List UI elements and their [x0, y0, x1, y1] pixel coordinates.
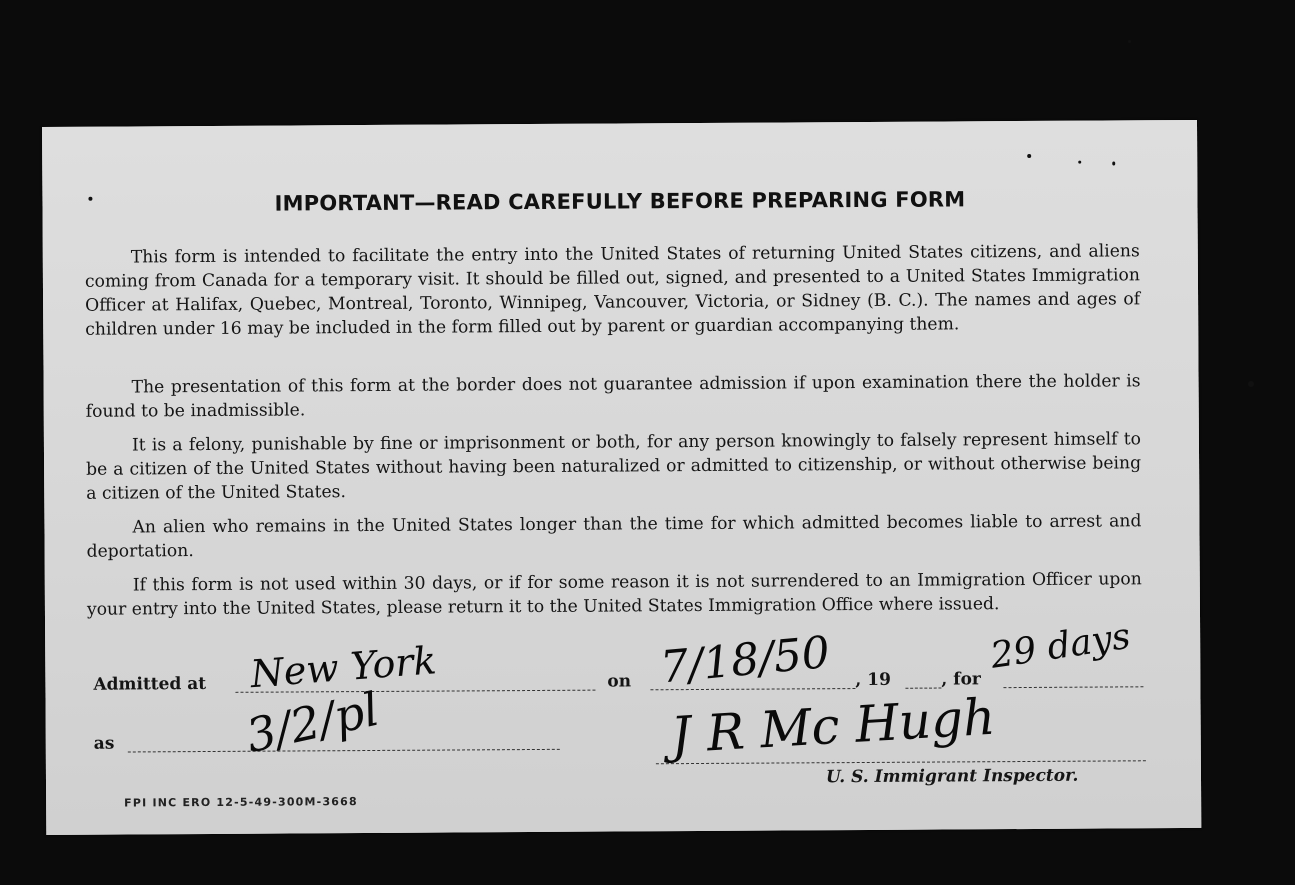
year-line: [905, 688, 941, 689]
paragraph-admission: The presentation of this form at the border does not guarantee admission if upon examination there the holder is found to be inadmissible.: [85, 371, 1141, 422]
dust-speck: [1027, 154, 1031, 158]
on-label: on: [607, 671, 632, 692]
for-label: , for: [941, 669, 981, 690]
form-heading: IMPORTANT—READ CAREFULLY BEFORE PREPARING FORM: [274, 187, 966, 216]
inspector-signature: J R Mc Hugh: [669, 687, 997, 765]
dust-speck: [1112, 161, 1115, 165]
inspector-title: U. S. Immigrant Inspector.: [825, 765, 1079, 788]
date-handwriting: 7/18/50: [658, 626, 832, 694]
duration-line: [1003, 686, 1143, 688]
dust-speck: [1128, 40, 1131, 43]
year-label: , 19: [855, 669, 891, 691]
immigration-form-card: [42, 120, 1201, 835]
as-handwriting: 3/2/pl: [241, 681, 384, 764]
as-label: as: [93, 733, 115, 754]
dust-speck: [1248, 381, 1254, 387]
paragraph-purpose: This form is intended to facilitate the entry into the United States of returning United States citizens, and aliens coming from Canada for a temporary visit. It should be filled out, signed, and presented to a United States Immigration Officer at Halifax, Quebec, Montreal, Toronto, Winnipeg, Vancouver, Victoria, or Sidney (B. C.). The names and ages of children under 16 may be included in the form filled out by parent or guardian accompanying them.: [84, 241, 1141, 340]
admitted-at-label: Admitted at: [93, 674, 207, 695]
admitted-at-handwriting: New York: [248, 638, 438, 697]
as-line: [128, 749, 560, 753]
paragraph-return: If this form is not used within 30 days, or if for some reason it is not surrendered to an Immigration Officer upon your entry into the United States, please return it to the United States Immigration Office where issued.: [86, 569, 1142, 620]
paragraph-deportation: An alien who remains in the United States longer than the time for which admitted becomes liable to arrest and deportation.: [86, 511, 1142, 562]
paragraph-felony: It is a felony, punishable by fine or imprisonment or both, for any person knowingly to falsely represent himself to be a citizen of the United States without having been naturalized or admitted to citizenship, or without otherwise being a citizen of the United States.: [86, 429, 1142, 504]
duration-handwriting: 29 days: [987, 615, 1134, 677]
dust-speck: [1078, 161, 1081, 164]
print-code: FPI INC ERO 12-5-49-300M-3668: [124, 795, 358, 810]
